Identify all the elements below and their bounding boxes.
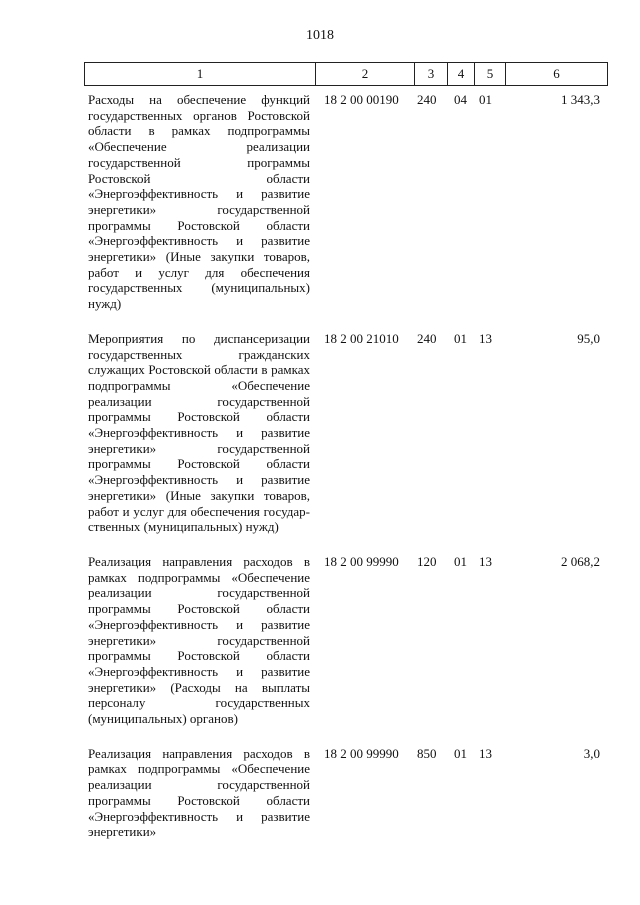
header-col-2: 2 <box>316 63 415 86</box>
row-expense-type: 240 <box>417 92 437 107</box>
table-row <box>88 92 604 312</box>
row-expense-type: 240 <box>417 330 437 346</box>
row-code: 18 2 00 99990 <box>324 745 399 761</box>
column-header-table <box>84 62 608 86</box>
row-code: 18 2 00 00190 <box>324 92 399 107</box>
row-sum: 1 343,3 <box>561 92 600 107</box>
row-description: Мероприятия по диспансеризации государственных гражданских служащих Ростовской области в рамках подпрограммы «Обеспечение реализации государственной программы Ростовской области «Энергоэффективность и развитие энергетики» государственной программы Ростовской области «Энергоэффективность и развитие энергетики» (Иные закупки товаров, работ и услуг для обеспечения государственных (муниципальных) нужд) <box>88 330 310 535</box>
row-description: Реализация направления расходов в рамках подпрограммы «Обеспечение реализации государственной программы Ростовской области «Энергоэффективность и развитие энергетики» государственной программы Ростовской области «Энергоэффективность и развитие энергетики» (Расходы на выплаты персоналу государственных (муниципальных) органов) <box>88 553 310 727</box>
budget-rows <box>88 92 604 859</box>
table-row <box>88 331 604 535</box>
row-sum: 2 068,2 <box>561 553 600 569</box>
row-section: 01 <box>454 330 467 346</box>
row-section: 01 <box>454 553 467 569</box>
row-description: Расходы на обеспечение функций государственных органов Ростовской области в рамках подпрограммы «Обеспечение реализации государственной программы Ростовской области «Энергоэффективность и развитие энергетики» государственной программы Ростовской области «Энергоэффективность и развитие энергетики» (Иные закупки товаров, работ и услуг для обеспечения государственных (муниципальных) нужд) <box>88 92 310 312</box>
row-section: 04 <box>454 92 467 107</box>
header-col-1: 1 <box>85 63 316 86</box>
row-code: 18 2 00 99990 <box>324 553 399 569</box>
row-expense-type: 120 <box>417 553 437 569</box>
header-col-5: 5 <box>475 63 506 86</box>
page-number: 1018 <box>306 28 334 43</box>
row-subsection: 13 <box>479 745 492 761</box>
row-section: 01 <box>454 745 467 761</box>
row-description: Реализация направления расходов в рамках подпрограммы «Обеспечение реализации государственной программы Ростовской области «Энергоэффективность и развитие энергетики» <box>88 745 310 840</box>
row-subsection: 13 <box>479 330 492 346</box>
header-col-4: 4 <box>448 63 475 86</box>
row-sum: 95,0 <box>577 330 600 346</box>
row-subsection: 13 <box>479 553 492 569</box>
row-sum: 3,0 <box>583 745 600 761</box>
table-row <box>88 746 604 840</box>
row-code: 18 2 00 21010 <box>324 330 399 346</box>
row-subsection: 01 <box>479 92 492 107</box>
header-col-6: 6 <box>506 63 608 86</box>
table-row <box>88 554 604 727</box>
row-expense-type: 850 <box>417 745 437 761</box>
header-col-3: 3 <box>415 63 448 86</box>
